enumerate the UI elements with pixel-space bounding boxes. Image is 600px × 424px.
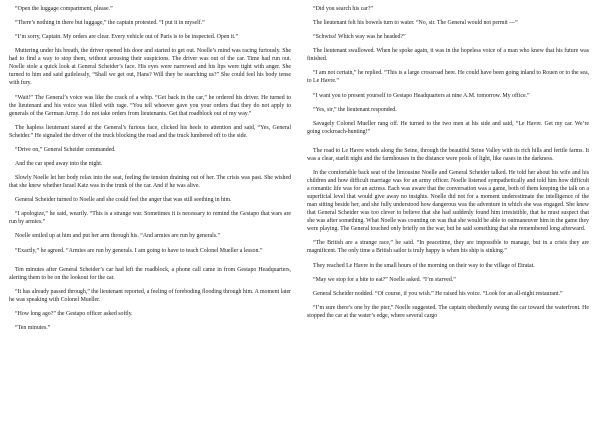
paragraph: “Exactly,” he agreed. “Armies are run by generals. I am going to have to teach Colonel Mueller a lesson.” — [15, 247, 263, 254]
right-text-column — [307, 5, 589, 326]
paragraph: “I am not certain,” he replied. “This is a large crossroad here. He could have been going inland to Rouen or to the sea, to Le Havre.” — [307, 70, 589, 85]
paragraph: Savagely Colonel Mueller rang off. He turned to the two men at his side and said, “Le Havre. Get my car. We’re going cockroach-hunting!” — [307, 120, 589, 135]
paragraph: General Scheider nodded. “Of course, if you wish.” He raised his voice. “Look for an all-night restaurant.” — [313, 290, 563, 297]
paragraph: “Open the luggage compartment, please.” — [15, 6, 113, 12]
paragraph: “I apologize,” he said, wearily. “This is a strange war. Sometimes it is necessary to remind the Gestapo that wars are run by armies.” — [9, 211, 291, 226]
paragraph: In the comfortable back seat of the limousine Noelle and General Scheider talked. He told her about his wife and his children and how difficult marriage was for an army officer. Noelle listened sympathetically and told him how difficult a romantic life was for an actress. Each was aware that the conversation was a game, both of them keeping the talk on a superficial level that would give away no insights. Noelle did not for a moment underestimate the intelligence of the man sitting beside her, and she fully understood how dangerous was the adventure in which she was engaged. She knew that General Scheider was too clever to believe that she had suddenly found him irresistible, that he must suspect that she was after something. What Noelle was counting on was that she would be able to outmaneuver him in the game they were playing. The General touched only briefly on the war, but he said something that she remembered long afterward. — [307, 169, 589, 233]
paragraph: Noelle smiled up at him and put her arm through his. “And armies are run by generals.” — [15, 233, 221, 240]
left-text-column — [9, 5, 291, 338]
paragraph: Ten minutes after General Scheider’s car had left the roadblock, a phone call came in from Gestapo Headquarters, alerting them to be on the lookout for the car. — [9, 266, 291, 281]
paragraph: “Yes, sir,” the lieutenant responded. — [313, 106, 397, 113]
paragraph: Muttering under his breath, the driver opened his door and started to get out. Noelle’s mind was racing furiously. She had to find a way to stop them, without arousing their suspicions. The driver was out of the car. Time had run out. Noelle stole a quick look at General Scheider’s face. His eyes were narrowed and his lips were tight with anger. She turned to him and said guilelessly, “Shall we get out, Hans? Will they be searching us?” She could feel his body tense with fury. — [9, 48, 291, 87]
paragraph: The hapless lieutenant stared at the General’s furious face, clicked his heels to attention and said, “Yes, General Scheider.” He signaled the driver of the truck blocking the road and the truck lumbered off to the side. — [9, 124, 291, 139]
paragraph: And the car sped away into the night. — [15, 160, 103, 167]
paragraph: The lieutenant swallowed. When he spoke again, it was in the hopeless voice of a man who knew that his future was finished. — [307, 48, 589, 63]
paragraph: General Scheider turned to Noelle and she could feel the anger that was still seething in him. — [15, 197, 232, 204]
paragraph: Slowly Noelle let her body relax into the seat, feeling the tension draining out of her. The crisis was past. She wished that she knew whether Israel Katz was in the trunk of the car. And if he was alive. — [9, 175, 291, 190]
paragraph: “There’s nothing in there but luggage,” the captain protested. “I put it in myself.” — [15, 20, 205, 27]
paragraph: “I’m sure there’s one by the pier,” Noelle suggested. The captain obediently swung the car toward the waterfront. He stopped the car at the water’s edge, where several cargo — [307, 304, 589, 319]
paragraph: “Wait!” The General’s voice was like the crack of a whip. “Get back in the car,” he ordered his driver. He turned to the lieutenant and his voice was filled with rage. “You tell whoever gave you your orders that they do not apply to generals of the German Army. I do not take orders from lieutenants. Get that roadblock out of my way.” — [9, 94, 291, 117]
paragraph: “May we stop for a bite to eat?” Noelle asked. “I’m starved.” — [313, 276, 456, 283]
paragraph: “The British are a strange race,” he said. “In peacetime, they are impossible to manage, but in a crisis they are magnificent. The only time a British sailor is truly happy is when his ship is sinking.” — [307, 240, 589, 255]
paragraph: “Did you search his car?” — [313, 6, 374, 12]
paragraph: “I want you to present yourself to Gestapo Headquarters at nine A.M. tomorrow. My office.” — [313, 92, 530, 99]
paragraph: “Schwiss! Which way was he headed?” — [313, 34, 406, 41]
paragraph: The lieutenant felt his bowels turn to water. “No, sir. The General would not permit —” — [313, 20, 518, 27]
paragraph: “It has already passed through,” the lieutenant reported, a feeling of foreboding flooding through him. A moment later he was speaking with Colonel Mueller. — [9, 288, 291, 303]
paragraph: “How long ago?” the Gestapo officer asked softly. — [15, 310, 133, 317]
paragraph: “I’m sorry, Captain. My orders are clear. Every vehicle out of Paris is to be inspected. Open it.” — [15, 34, 239, 41]
paragraph: The road to Le Havre winds along the Seine, through the beautiful Seine Valley with its rich hills and fertile farms. It was a clear, starlit night and the farmhouses in the distance were pools of light, like oases in the darkness. — [307, 147, 589, 162]
paragraph: “Drive on,” General Scheider commanded. — [15, 146, 116, 153]
paragraph: “Ten minutes.” — [15, 324, 51, 331]
paragraph: They reached Le Havre in the small hours of the morning on their way to the village of Etratat. — [313, 262, 535, 269]
